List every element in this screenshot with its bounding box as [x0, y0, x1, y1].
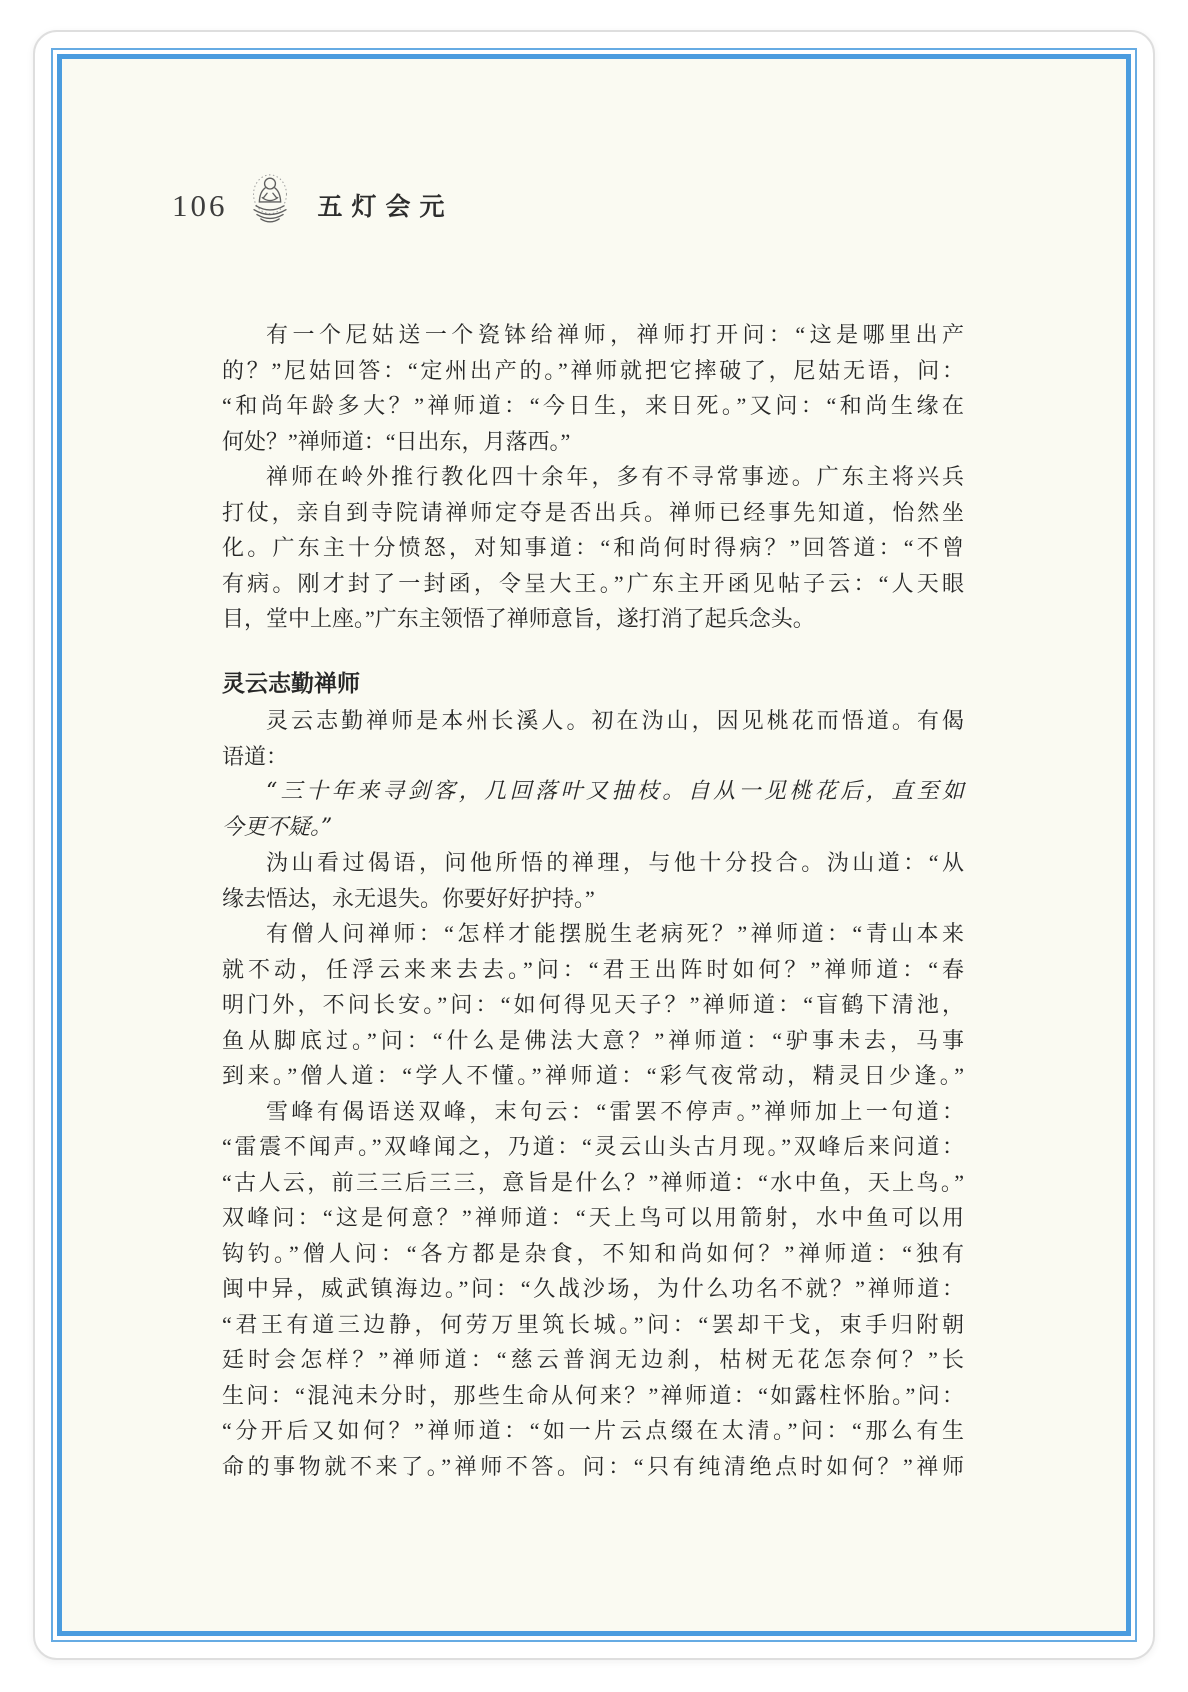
inner-border-frame: [57, 54, 1131, 1636]
text-line: 就不动，任浮云来来去去。”问：“君王出阵时如何？”禅师道：“春: [222, 956, 964, 982]
text-line: 沩山看过偈语，问他所悟的禅理，与他十分投合。沩山道：“从: [266, 850, 964, 875]
text-line: “三十年来寻剑客，几回落叶又抽枝。自从一见桃花后，直至如: [266, 779, 964, 804]
text-line: 化。广东主十分愤怒，对知事道：“和尚何时得病？”回答道：“不曾: [222, 535, 964, 560]
page-number: 106: [172, 188, 228, 223]
text-line: 闽中异，威武镇海边。”问：“久战沙场，为什么功名不就？”禅师道：: [222, 1276, 964, 1301]
text-line: 今更不疑。”: [222, 814, 333, 840]
text-line: 廷时会怎样？”禅师道：“慈云普润无边刹，枯树无花怎奈何？”长: [222, 1347, 964, 1372]
text-line: 语道：: [222, 743, 289, 769]
text-line: “君王有道三边静，何劳万里筑长城。”问：“罢却干戈，束手归附朝: [222, 1311, 964, 1337]
text-line: 到来。”僧人道：“学人不懂。”禅师道：“彩气夜常动，精灵日少逢。”: [222, 1063, 964, 1088]
text-body: [222, 317, 964, 1484]
text-line: 有一个尼姑送一个瓷钵给禅师，禅师打开问：“这是哪里出产: [266, 322, 964, 347]
text-line: 缘去悟达，永无退失。你要好好护持。”: [222, 885, 595, 911]
text-line: 鱼从脚底过。”问：“什么是佛法大意？”禅师道：“驴事未去，马事: [222, 1027, 964, 1053]
text-line: 有病。刚才封了一封函，令呈大王。”广东主开函见帖子云：“人天眼: [222, 570, 964, 596]
text-line: 何处？”禅师道：“日出东，月落西。”: [222, 428, 571, 454]
page-header: [172, 171, 454, 231]
buddha-icon: [242, 171, 298, 231]
text-line: “雷震不闻声。”双峰闻之，乃道：“灵云山头古月现。”双峰后来问道：: [222, 1134, 964, 1159]
text-line: “古人云，前三三后三三，意旨是什么？”禅师道：“水中鱼，天上鸟。”: [222, 1169, 964, 1195]
text-line: 雪峰有偈语送双峰，末句云：“雷罢不停声。”禅师加上一句道：: [266, 1098, 964, 1124]
section-heading: 灵云志勤禅师: [222, 670, 360, 697]
text-line: “分开后又如何？”禅师道：“如一片云点缀在太清。”问：“那么有生: [222, 1418, 964, 1443]
text-line: 灵云志勤禅师是本州长溪人。初在沩山，因见桃花而悟道。有偈: [266, 708, 964, 733]
text-line: 双峰问：“这是何意？”禅师道：“天上鸟可以用箭射，水中鱼可以用: [222, 1205, 964, 1230]
text-line: “和尚年龄多大？”禅师道：“今日生，来日死。”又问：“和尚生缘在: [222, 393, 964, 418]
text-line: 生问：“混沌未分时，那些生命从何来？”禅师道：“如露柱怀胎。”问：: [222, 1382, 964, 1408]
text-line: 明门外，不问长安。”问：“如何得见天子？”禅师道：“盲鹤下清池，: [222, 992, 964, 1017]
text-line: 命的事物就不来了。”禅师不答。问：“只有纯清绝点时如何？”禅师: [222, 1453, 964, 1479]
page-card: [33, 30, 1155, 1660]
book-title: 五灯会元: [317, 192, 454, 221]
text-line: 有僧人问禅师：“怎样才能摆脱生老病死？”禅师道：“青山本来: [266, 921, 964, 946]
text-line: 目，堂中上座。”广东主领悟了禅师意旨，遂打消了起兵念头。: [222, 606, 815, 631]
text-line: 的？”尼姑回答：“定州出产的。”禅师就把它摔破了，尼姑无语，问：: [222, 357, 964, 383]
text-line: 禅师在岭外推行教化四十余年，多有不寻常事迹。广东主将兴兵: [266, 464, 964, 489]
text-line: 钩钓。”僧人问：“各方都是杂食，不知和尚如何？”禅师道：“独有: [222, 1240, 964, 1266]
text-line: 打仗，亲自到寺院请禅师定夺是否出兵。禅师已经事先知道，怡然坐: [222, 499, 964, 525]
